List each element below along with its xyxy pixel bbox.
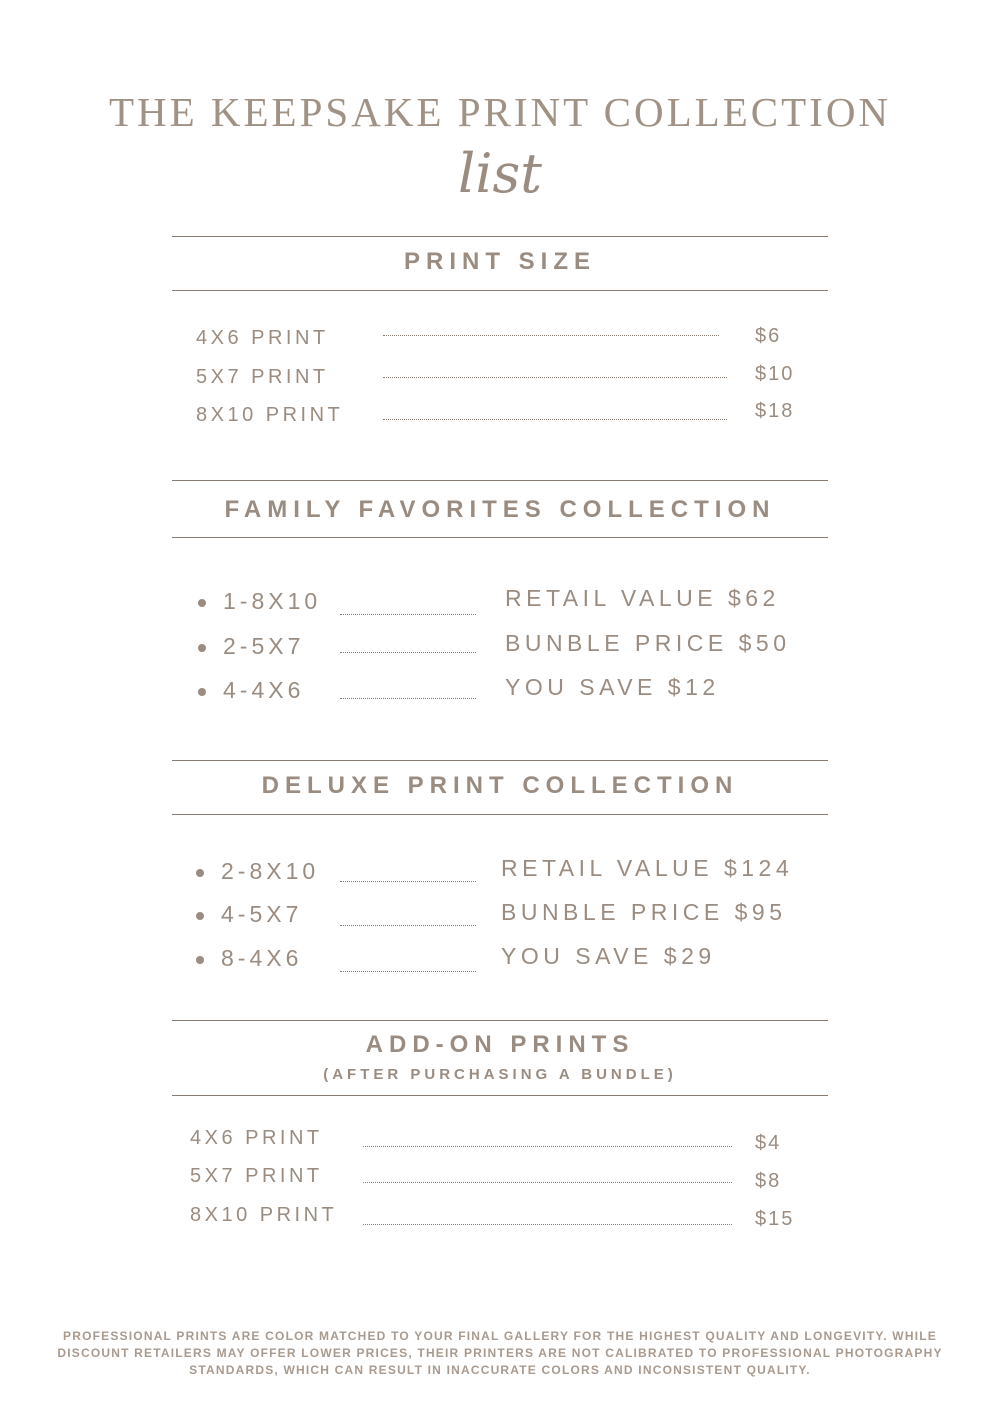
dotted-leader [363,1182,732,1183]
add-on-price: $8 [755,1170,782,1192]
add-on-label: 8X10 PRINT [190,1204,338,1226]
dotted-leader [363,1224,732,1225]
bullet-icon [198,599,206,607]
bullet-icon [196,869,204,877]
bullet-icon [196,912,204,920]
dotted-leader [340,925,476,926]
bundle-value: YOU SAVE $12 [505,674,720,700]
print-size-price: $10 [755,363,795,385]
bundle-item: 1-8X10 [223,588,322,614]
bundle-item: 4-4X6 [223,677,305,703]
dotted-leader [383,419,727,420]
print-size-price: $18 [755,400,795,422]
section-divider-bottom [172,290,828,291]
section-divider-top [172,760,828,761]
print-size-price: $6 [755,325,782,347]
print-size-label: 4X6 PRINT [196,327,329,349]
bundle-item: 8-4X6 [221,945,303,971]
section-subheading-add-on: (AFTER PURCHASING A BUNDLE) [323,1066,677,1083]
bundle-item: 4-5X7 [221,901,303,927]
script-subtitle: list [458,142,542,205]
section-heading-deluxe: DELUXE PRINT COLLECTION [261,772,739,799]
page-title: THE KEEPSAKE PRINT COLLECTION [108,89,892,135]
add-on-price: $15 [755,1208,795,1230]
dotted-leader [383,335,719,336]
dotted-leader [383,377,727,378]
dotted-leader [340,698,476,699]
section-divider-top [172,236,828,237]
footer-disclaimer: PROFESSIONAL PRINTS ARE COLOR MATCHED TO YOUR FINAL GALLERY FOR THE HIGHEST QUALITY AND LONGEVITY. WHILE DISCOUNT RETAILERS MAY OFFER LOWER PRICES, THEIR PRINTERS ARE NOT CALIBRATED TO PROFESSIONAL PHOTOGRAPHY STANDARDS, WHICH CAN RESULT IN INACCURATE COLORS AND INCONSISTENT QUALITY. [57,1329,943,1377]
bundle-value: RETAIL VALUE $62 [505,585,780,611]
add-on-label: 4X6 PRINT [190,1127,323,1149]
bundle-item: 2-5X7 [223,633,305,659]
bullet-icon [198,644,206,652]
section-divider-bottom [172,537,828,538]
section-divider-bottom [172,1095,828,1096]
section-divider-top [172,1020,828,1021]
section-divider-bottom [172,814,828,815]
dotted-leader [363,1146,732,1147]
dotted-leader [340,971,476,972]
dotted-leader [340,652,476,653]
section-divider-top [172,480,828,481]
bundle-value: BUNBLE PRICE $95 [501,899,787,925]
bundle-value: RETAIL VALUE $124 [501,855,794,881]
bundle-value: YOU SAVE $29 [501,943,716,969]
section-heading-add-on: ADD-ON PRINTS [365,1031,635,1058]
bundle-item: 2-8X10 [221,858,320,884]
section-heading-print-size: PRINT SIZE [403,248,596,275]
print-size-label: 8X10 PRINT [196,404,344,426]
print-size-label: 5X7 PRINT [196,366,329,388]
bundle-value: BUNBLE PRICE $50 [505,630,791,656]
dotted-leader [340,614,476,615]
bullet-icon [196,956,204,964]
dotted-leader [340,881,476,882]
add-on-price: $4 [755,1132,782,1154]
add-on-label: 5X7 PRINT [190,1165,323,1187]
section-heading-family-favorites: FAMILY FAVORITES COLLECTION [224,496,776,523]
bullet-icon [198,688,206,696]
